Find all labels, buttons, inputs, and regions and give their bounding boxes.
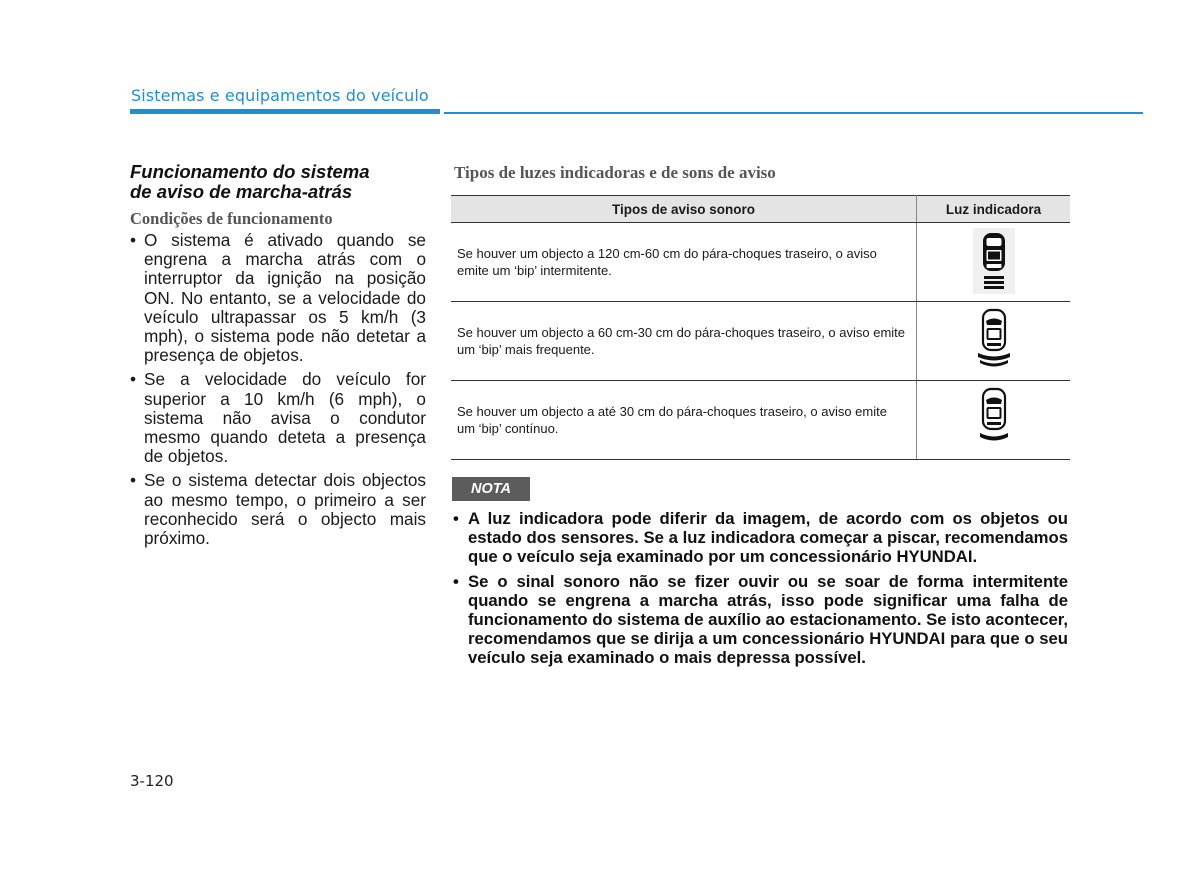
section-title-line1: Funcionamento do sistema	[130, 161, 370, 182]
section-title-line2: de aviso de marcha-atrás	[130, 181, 353, 202]
note-list	[452, 509, 1068, 668]
column-header-sound: Tipos de aviso sonoro	[451, 196, 917, 223]
car-rear-sensor-far-icon	[969, 228, 1019, 294]
list-item: • O sistema é ativado quando se engrena a marcha atrás com o interruptor da ignição na posição ON. No entanto, se a velocidade do veículo ultrapassar os 5 km/h (3 mph), o sistema pode não detetar a presença de objetos.	[130, 231, 426, 365]
list-item: • A luz indicadora pode diferir da imagem, de acordo com os objetos ou estado dos sensores. Se a luz indicadora começar a piscar, recomendamos que o veículo seja examinado por um concessionário HYUNDAI.	[452, 509, 1068, 567]
conditions-list	[130, 231, 426, 548]
list-item: • Se a velocidade do veículo for superior a 10 km/h (6 mph), o sistema não avisa o condutor mesmo quando deteta a presença de objetos.	[130, 370, 426, 466]
row-description: Se houver um objecto a até 30 cm do pára-choques traseiro, o aviso emite um ‘bip’ contínuo.	[451, 381, 917, 460]
table-title: Tipos de luzes indicadoras e de sons de aviso	[454, 163, 776, 182]
section-title	[130, 162, 426, 202]
table-header-row	[451, 196, 1070, 223]
row-description: Se houver um objecto a 120 cm-60 cm do pára-choques traseiro, o aviso emite um ‘bip’ intermitente.	[451, 223, 917, 302]
row-description: Se houver um objecto a 60 cm-30 cm do pára-choques traseiro, o aviso emite um ‘bip’ mais frequente.	[451, 302, 917, 381]
list-item: • Se o sistema detectar dois objectos ao mesmo tempo, o primeiro a ser reconhecido será o objecto mais próximo.	[130, 471, 426, 548]
note-body	[452, 509, 1068, 673]
list-item: • Se o sinal sonoro não se fizer ouvir ou se soar de forma intermitente quando se engrena a marcha atrás, isso pode significar uma falha de funcionamento do sistema de auxílio ao estacionamento. Se isto acontecer, recomendamos que se dirija a um concessionário HYUNDAI para que o seu veículo seja examinado o mais depressa possível.	[452, 572, 1068, 668]
note-label: NOTA	[452, 477, 530, 501]
warning-table	[451, 195, 1070, 460]
car-rear-sensor-middle-icon	[969, 307, 1019, 373]
left-column	[130, 162, 426, 553]
table-row	[451, 302, 1070, 381]
header-rule-thin	[444, 112, 1143, 114]
car-rear-sensor-near-icon	[969, 386, 1019, 452]
table-row	[451, 223, 1070, 302]
header-rule-thick	[130, 109, 440, 114]
column-header-indicator: Luz indicadora	[917, 196, 1071, 223]
table-row	[451, 381, 1070, 460]
page-number: 3-120	[130, 772, 174, 790]
section-header: Sistemas e equipamentos do veículo	[131, 86, 429, 105]
subsection-title: Condições de funcionamento	[130, 209, 333, 228]
